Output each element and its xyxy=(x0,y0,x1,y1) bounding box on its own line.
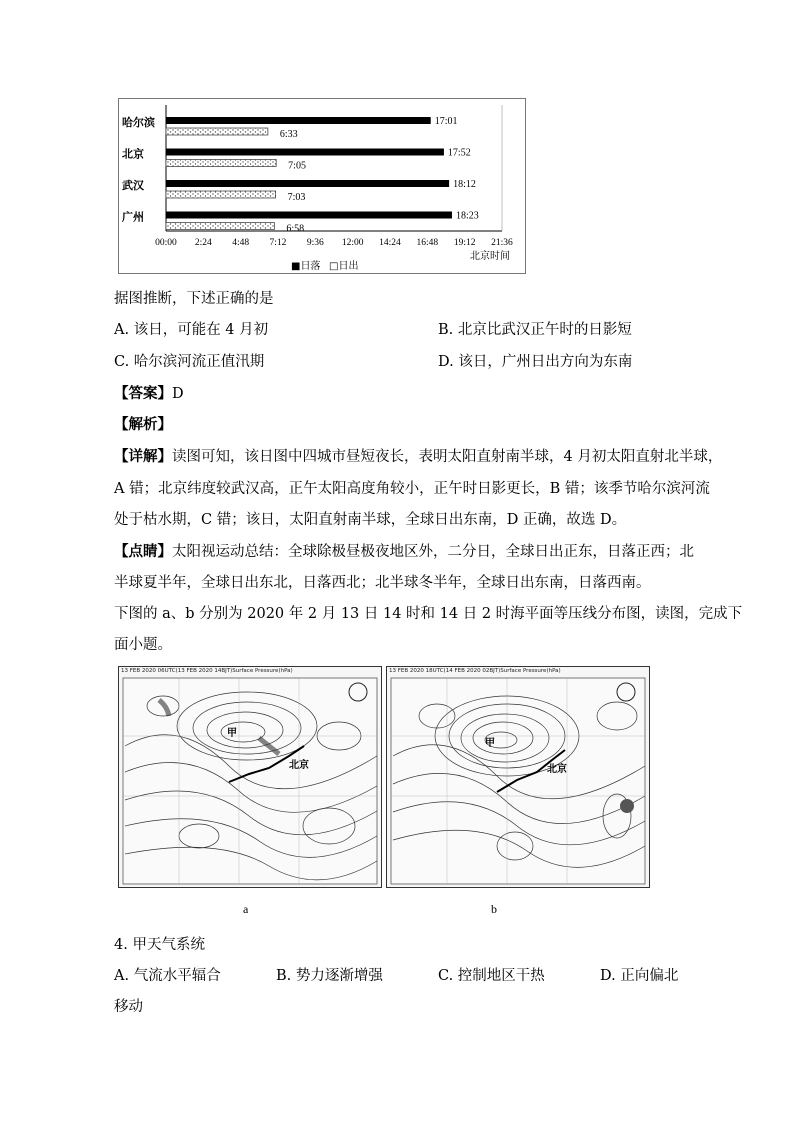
maps-intro-line-1: 下图的 a、b 分别为 2020 年 2 月 13 日 14 时和 14 日 2 时海平面等压线分布图，读图，完成下 xyxy=(114,606,743,622)
bar-label-sunset: 17:01 xyxy=(434,116,458,127)
chart-svg xyxy=(119,99,525,273)
bar-sunrise xyxy=(166,223,274,230)
x-axis-label: 北京时间 xyxy=(470,251,510,262)
x-tick-label: 9:36 xyxy=(306,238,324,248)
map-b-caption: b xyxy=(491,902,497,916)
question-intro: 据图推断，下述正确的是 xyxy=(114,291,274,307)
maps-intro-line-2: 面小题。 xyxy=(114,637,172,653)
x-tick-label: 4:48 xyxy=(232,238,250,248)
x-tick-label: 19:12 xyxy=(453,238,476,248)
map-a-label-beijing: 北京 xyxy=(289,760,309,771)
analysis-label: 【解析】 xyxy=(114,416,172,433)
bar-label-sunset: 18:23 xyxy=(455,210,479,222)
answer-value: D xyxy=(172,386,184,402)
detail-label: 【详解】 xyxy=(114,448,172,465)
q4-option-a: A. 气流水平辐合 xyxy=(114,968,221,984)
bar-sunrise xyxy=(166,191,276,198)
bar-label-sunset: 17:52 xyxy=(447,147,471,159)
bar-sunset xyxy=(166,180,449,187)
legend-sunrise: □日出 xyxy=(329,261,359,272)
category-label: 广州 xyxy=(122,210,144,224)
answer-label: 【答案】 xyxy=(114,385,172,402)
sunrise-sunset-chart xyxy=(118,98,526,274)
map-b-isobars xyxy=(387,676,649,888)
tip-line-2: 半球夏半年，全球日出东北，日落西北；北半球冬半年，全球日出东南，日落西南。 xyxy=(114,575,651,591)
bar-label-sunrise: 6:58 xyxy=(286,223,305,235)
q3-option-a: A. 该日，可能在 4 月初 xyxy=(114,322,269,338)
detail-line-1 xyxy=(114,447,722,467)
map-a-caption: a xyxy=(243,902,249,916)
x-tick-label: 2:24 xyxy=(194,238,212,248)
q3-option-d: D. 该日，广州日出方向为东南 xyxy=(438,354,633,370)
map-a-header: 13 FEB 2020 06UTC(13 FEB 2020 14BJT)Surface Pressure(hPa) xyxy=(121,668,293,674)
bar-label-sunrise: 6:33 xyxy=(279,129,298,140)
q3-option-b: B. 北京比武汉正午时的日影短 xyxy=(438,322,632,338)
category-label: 武汉 xyxy=(122,179,144,192)
map-a-label-jia: 甲 xyxy=(227,728,237,739)
detail-text-1: 读图可知，该日图中四城市昼短夜长，表明太阳直射南半球，4 月初太阳直射北半球， xyxy=(172,449,723,465)
x-tick-label: 14:24 xyxy=(379,238,401,248)
x-tick-label: 21:36 xyxy=(491,238,513,248)
bar-sunset xyxy=(166,117,431,124)
category-label: 北京 xyxy=(122,147,144,161)
detail-line-3: 处于枯水期，C 错；该日，太阳直射南半球，全球日出东南，D 正确，故选 D。 xyxy=(114,512,627,528)
q4-option-b: B. 势力逐渐增强 xyxy=(276,968,383,984)
map-b-label-beijing: 北京 xyxy=(547,764,567,775)
q4-stem: 4. 甲天气系统 xyxy=(114,937,205,953)
tip-line-1 xyxy=(114,542,694,562)
bar-sunrise xyxy=(166,160,276,167)
bar-label-sunrise: 7:05 xyxy=(288,160,306,172)
map-a-isobars xyxy=(119,676,381,888)
detail-line-2: A 错；北京纬度较武汉高，正午太阳高度角较小，正午时日影更长，B 错；该季节哈尔滨河流 xyxy=(114,481,710,497)
bar-sunset xyxy=(166,212,452,219)
tip-label: 【点睛】 xyxy=(114,543,172,560)
answer-line xyxy=(114,384,184,404)
bar-label-sunset: 18:12 xyxy=(453,179,476,190)
q4-option-d: D. 正向偏北 xyxy=(600,968,679,984)
map-b-header: 13 FEB 2020 18UTC(14 FEB 2020 02BJT)Surface Pressure(hPa) xyxy=(389,668,561,674)
q4-option-c: C. 控制地区干热 xyxy=(438,968,545,984)
pressure-map-b xyxy=(386,666,650,888)
category-label: 哈尔滨 xyxy=(122,116,155,129)
bar-sunrise xyxy=(166,128,268,135)
q4-option-d-wrap: 移动 xyxy=(114,999,143,1015)
x-tick-label: 00:00 xyxy=(155,238,177,248)
bar-sunset xyxy=(166,149,444,156)
tip-text-1: 太阳视运动总结：全球除极昼极夜地区外，二分日，全球日出正东，日落正西；北 xyxy=(172,544,694,560)
pressure-map-a xyxy=(118,666,382,888)
map-b-label-jia: 甲 xyxy=(485,738,495,749)
x-tick-label: 16:48 xyxy=(416,238,439,248)
x-tick-label: 12:00 xyxy=(341,238,364,248)
legend-sunset: ■日落 xyxy=(291,261,321,272)
q3-option-c: C. 哈尔滨河流正值汛期 xyxy=(114,354,265,370)
x-tick-label: 7:12 xyxy=(269,238,287,248)
bar-label-sunrise: 7:03 xyxy=(287,192,306,203)
